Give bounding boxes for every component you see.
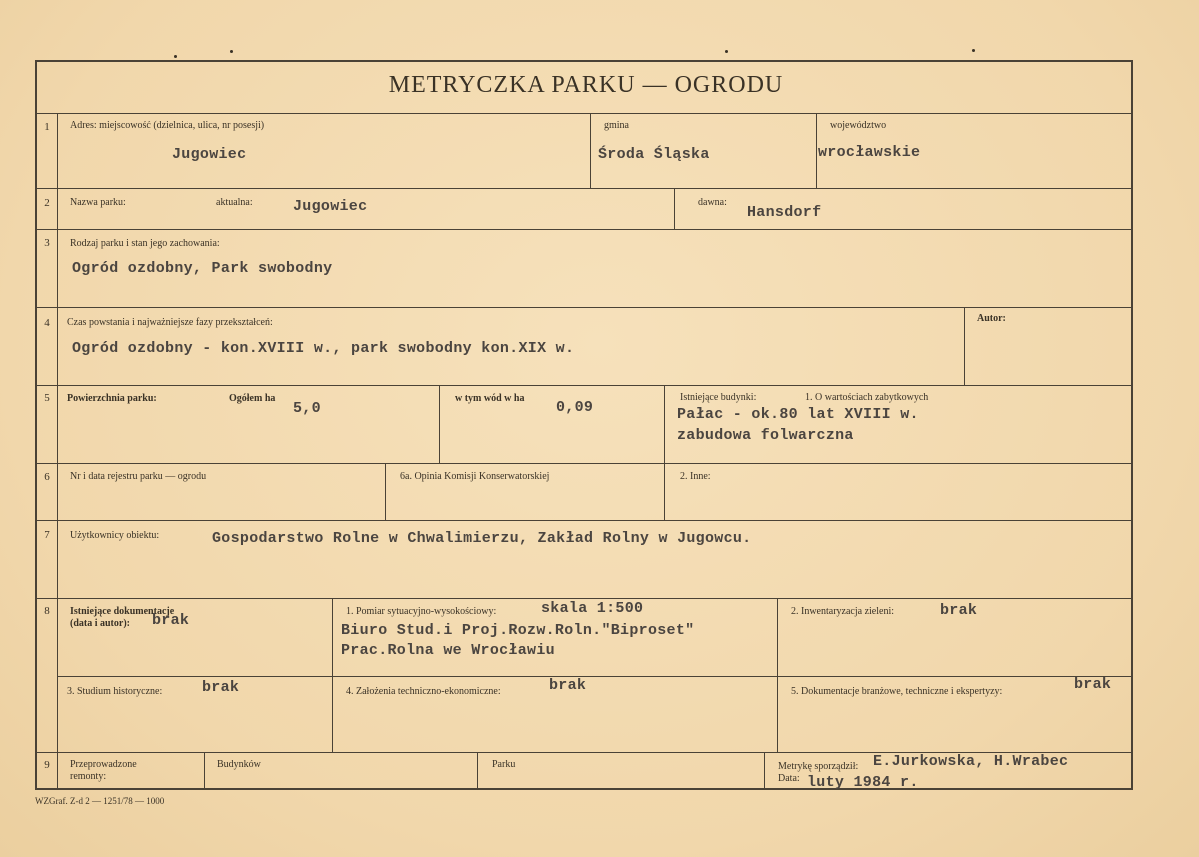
water-area-value: 0,09 — [556, 399, 594, 416]
voivodeship-label: województwo — [830, 120, 887, 131]
row-number: 1 — [44, 121, 50, 133]
gmina-label: gmina — [604, 120, 629, 131]
author-label: Autor: — [977, 313, 1006, 324]
divider — [439, 385, 440, 463]
branch-docs-label: 5. Dokumentacje branżowe, techniczne i ekspertyzy: — [791, 686, 1003, 697]
historical-study-label: 3. Studium historyczne: — [67, 686, 163, 697]
survey-scale-value: skala 1:500 — [541, 600, 644, 617]
documentation-value: brak — [152, 612, 190, 629]
total-area-value: 5,0 — [293, 400, 321, 417]
divider — [37, 188, 1133, 189]
former-name-value: Hansdorf — [747, 204, 822, 221]
documentation-sublabel: (data i autor): — [70, 618, 130, 629]
address-value: Jugowiec — [172, 146, 247, 163]
survey-office-value: Biuro Stud.i Proj.Rozw.Roln."Biproset" — [341, 622, 695, 639]
divider — [664, 463, 665, 520]
current-name-label: aktualna: — [216, 197, 253, 208]
divider — [37, 307, 1133, 308]
buildings-repairs-label: Budynków — [217, 759, 261, 770]
documentation-label: Istniejące dokumentacje — [70, 606, 175, 617]
divider — [964, 307, 965, 385]
date-label: Data: — [778, 773, 800, 784]
park-repairs-label: Parku — [492, 759, 516, 770]
divider — [37, 598, 1133, 599]
print-footer: WZGraf. Z-d 2 — 1251/78 — 1000 — [35, 796, 165, 806]
historical-study-value: brak — [202, 679, 240, 696]
divider — [674, 188, 675, 229]
date-value: luty 1984 r. — [807, 774, 919, 791]
voivodeship-value: wrocławskie — [818, 144, 921, 161]
park-type-value: Ogród ozdobny, Park swobodny — [72, 260, 333, 277]
divider — [777, 598, 778, 752]
register-label: Nr i data rejestru parku — ogrodu — [70, 471, 207, 482]
users-value: Gospodarstwo Rolne w Chwalimierzu, Zakład Rolny w Jugowcu. — [212, 530, 752, 547]
divider — [477, 752, 478, 790]
punch-mark — [725, 50, 728, 53]
address-label: Adres: miejscowość (dzielnica, ulica, nr posesji) — [70, 120, 265, 131]
row-number: 2 — [44, 197, 50, 209]
history-phases-label: Czas powstania i najważniejsze fazy przekształceń: — [67, 317, 273, 328]
gmina-value: Środa Śląska — [598, 146, 710, 163]
divider — [37, 463, 1133, 464]
park-record-form — [35, 60, 1133, 790]
inventory-label: 2. Inwentaryzacja zieleni: — [791, 606, 894, 617]
form-title: METRYCZKA PARKU — OGRODU — [388, 72, 784, 98]
divider — [37, 229, 1133, 230]
prepared-by-label: Metrykę sporządził: — [778, 761, 859, 772]
water-area-label: w tym wód w ha — [455, 393, 525, 404]
users-label: Użytkownicy obiektu: — [70, 530, 160, 541]
area-label: Powierzchnia parku: — [67, 393, 157, 404]
divider — [590, 113, 591, 188]
history-phases-value: Ogród ozdobny - kon.XVIII w., park swobodny kon.XIX w. — [72, 340, 575, 357]
branch-docs-value: brak — [1074, 676, 1112, 693]
commission-opinion-label: 6a. Opinia Komisji Konserwatorskiej — [400, 471, 550, 482]
tech-econ-value: brak — [549, 677, 587, 694]
row-number: 9 — [44, 759, 50, 771]
survey-workshop-value: Prac.Rolna we Wrocławiu — [341, 642, 555, 659]
repairs-sublabel: remonty: — [70, 771, 107, 782]
divider — [204, 752, 205, 790]
prepared-by-value: E.Jurkowska, H.Wrabec — [873, 753, 1069, 770]
survey-label: 1. Pomiar sytuacyjno-wysokościowy: — [346, 606, 497, 617]
divider — [37, 385, 1133, 386]
buildings-label: Istniejące budynki: — [680, 392, 757, 403]
punch-mark — [972, 49, 975, 52]
row-number: 3 — [44, 237, 50, 249]
divider — [764, 752, 765, 790]
divider — [332, 598, 333, 752]
buildings-value-line2: zabudowa folwarczna — [677, 427, 854, 444]
row-number: 5 — [44, 392, 50, 404]
total-area-label: Ogółem ha — [229, 393, 276, 404]
row-number: 7 — [44, 529, 50, 541]
row-number: 8 — [44, 605, 50, 617]
buildings-value-line1: Pałac - ok.80 lat XVIII w. — [677, 406, 919, 423]
divider — [37, 520, 1133, 521]
divider — [385, 463, 386, 520]
punch-mark — [174, 55, 177, 58]
park-name-label: Nazwa parku: — [70, 197, 126, 208]
punch-mark — [230, 50, 233, 53]
divider — [57, 676, 1133, 677]
divider — [664, 385, 665, 463]
monument-buildings-label: 1. O wartościach zabytkowych — [805, 392, 929, 403]
inventory-value: brak — [940, 602, 978, 619]
row-number: 6 — [44, 471, 50, 483]
park-type-label: Rodzaj parku i stan jego zachowania: — [70, 238, 220, 249]
repairs-label: Przeprowadzone — [70, 759, 137, 770]
divider — [816, 113, 817, 188]
former-name-label: dawna: — [698, 197, 727, 208]
current-name-value: Jugowiec — [293, 198, 368, 215]
row-number: 4 — [44, 317, 50, 329]
number-column-line — [57, 113, 58, 790]
tech-econ-label: 4. Założenia techniczno-ekonomiczne: — [346, 686, 501, 697]
other-buildings-label: 2. Inne: — [680, 471, 711, 482]
divider — [37, 113, 1133, 114]
